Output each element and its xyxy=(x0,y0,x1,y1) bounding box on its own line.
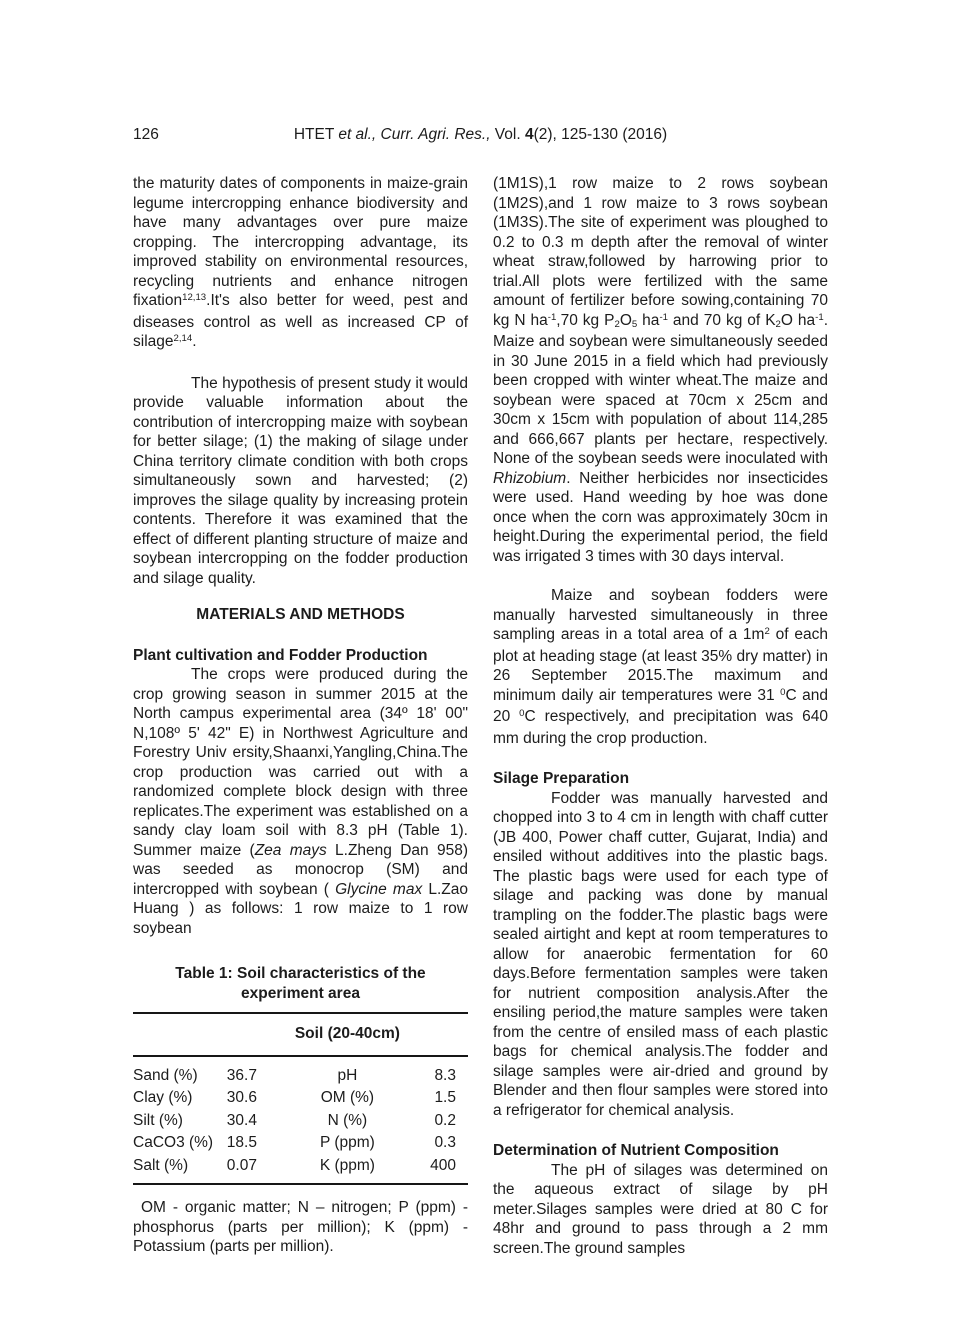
paragraph-silage-preparation: Fodder was manually harvested and chopped into 3 to 4 cm in length with chaff cutter (JB 400, Power chaff cutter, Gujarat, India) and ensiled without additives into the plastic bags. The plastic bags were used for each type of silage and packing was done by manual trampling on the fodder.The plastic bags were sealed airtight and kept at room temperatures to allow for anaerobic fermentation for 60 days.Before fermentation samples were taken for nutrient composition analysis.After the ensiling period,the mature samples were taken from the centre of ensiled mass of each plastic bags for chemical analysis.The fodder and silage samples were air-dried and ground by Blender and then flour samples were stored into a refrigerator for chemical analysis. xyxy=(493,789,828,1119)
table-cell: Clay (%) xyxy=(133,1089,193,1106)
subsection-heading-silage-preparation: Silage Preparation xyxy=(493,770,630,787)
table1-block xyxy=(133,964,468,1257)
table1-header-row xyxy=(133,1013,468,1055)
table1-caption: Table 1: Soil characteristics of the experiment area xyxy=(175,965,426,1002)
table-cell: K (ppm) xyxy=(319,1156,375,1174)
table-cell: 30.6 xyxy=(226,1089,257,1106)
table-cell: 18.5 xyxy=(226,1134,257,1151)
table1 xyxy=(133,1012,468,1185)
section-heading-materials-methods: MATERIALS AND METHODS xyxy=(196,606,405,623)
paragraph-intro-continued: the maturity dates of components in maize-grain legume intercropping enhance biodiversity and have many advantages over pure maize cropping. The intercropping advantage, its improved stability on environmental resources, recycling nutrients and enhance nitrogen fixation$^{12,13}$.It's also better for weed, pest and diseases control as well as increased CP of silage$^{2,14}$. xyxy=(133,175,468,350)
table-row xyxy=(133,1132,468,1155)
subsection-heading-nutrient-composition: Determination of Nutrient Composition xyxy=(493,1142,779,1159)
table-row xyxy=(133,1154,468,1184)
paragraph-harvest: Maize and soybean fodders were manually harvested simultaneously in three sampling areas in a total area of a $1m^2$ of each plot at heading stage (at least 35% dry matter) in 26 September 2015.The maximum and minimum daily air temperatures were 31 $^0$C and 20 $^0$C respectively, and precipitation was 640 mm during the crop production. xyxy=(493,587,828,747)
subsection-heading-plant-cultivation: Plant cultivation and Fodder Production xyxy=(133,646,428,664)
table-cell: 1.5 xyxy=(434,1089,456,1106)
paragraph-nutrient-determination: The pH of silages was determined on the aqueous extract of silage by pH meter.Silages samples were dried at 80 C for 48hr and ground to pass through a 2 mm screen.The ground samples xyxy=(493,1161,828,1257)
table-cell: pH xyxy=(337,1066,358,1084)
table1-footnote: OM - organic matter; N – nitrogen; P (ppm) - phosphorus (parts per million); K (ppm) - Potassium (parts per million). xyxy=(133,1199,468,1255)
table-row xyxy=(133,1056,468,1087)
table-cell: 8.3 xyxy=(434,1066,456,1084)
table-cell: 400 xyxy=(430,1156,456,1174)
table-cell: CaCO3 (%) xyxy=(133,1134,214,1151)
table-cell: 0.3 xyxy=(434,1134,456,1151)
table-row xyxy=(133,1109,468,1132)
table-row xyxy=(133,1087,468,1110)
table-cell: P (ppm) xyxy=(319,1134,375,1151)
content-columns xyxy=(133,174,828,1258)
table-cell: Sand (%) xyxy=(133,1066,198,1084)
table-cell: Silt (%) xyxy=(133,1111,183,1129)
table-cell: Salt (%) xyxy=(133,1156,189,1174)
paragraph-hypothesis: The hypothesis of present study it would provide valuable information about the contribution of intercropping maize with soybean for better silage; (1) the making of silage under China territory climate condition with both crops simultaneously sown and harvested; (2) improves the silage quality by increasing protein contents. Therefore it was examined that the effect of different planting structure of maize and soybean intercropping on the fodder production and silage quality. xyxy=(133,374,468,587)
table-cell: 0.2 xyxy=(434,1111,456,1129)
right-column xyxy=(493,174,828,1258)
page-number: 126 xyxy=(133,126,159,143)
page-header xyxy=(133,126,828,146)
table-cell: OM (%) xyxy=(320,1089,375,1106)
journal-citation: HTET et al., Curr. Agri. Res., Vol. 4(2), 125-130 (2016) xyxy=(293,126,668,143)
left-column xyxy=(133,174,468,1258)
paragraph-plant-cultivation: The crops were produced during the crop growing season in summer 2015 at the North campus experimental area (34º 18' 00" N,108º 5' 42" E) in Northwest Agriculture and Forestry Univ ersity,Shaanxi,Yangling,China.The crop production was carried out with a randomized complete block design with three replicates.The experiment was established on a sandy clay loam soil with 8.3 pH (Table 1). Summer maize (Zea mays L.Zheng Dan 958) was seeded as monocrop (SM) and intercropped with soybean ( Glycine max L.Zao Huang ) as follows: 1 row maize to 1 row soybean xyxy=(133,666,469,937)
table-cell: 36.7 xyxy=(226,1066,257,1084)
table-cell: 30.4 xyxy=(226,1111,257,1129)
table-cell: N (%) xyxy=(327,1111,368,1129)
table-cell: 0.07 xyxy=(226,1156,257,1174)
table1-col-header: Soil (20-40cm) xyxy=(294,1025,400,1042)
paragraph-treatments: (1M1S),1 row maize to 2 rows soybean (1M2S),and 1 row maize to 3 rows soybean (1M3S).The site of experiment was ploughed to 0.2 to 0.3 m depth after the removal of winter wheat straw,followed by harrowing prior to trial.All plots were fertilized with the same amount of fertilizer before sowing,containing 70 kg N $ha^{-1},70$ kg P2O5 $ha^{-1}$ and 70 kg of K2O $ha^{-1}$. Maize and soybean were simultaneously seeded in 30 June 2015 in a field which had previously been cropped with winter wheat.The maize and soybean were spaced at 70cm x 25cm and 30cm x 15cm with population of about 114,285 and 666,667 plants per hectare, respectively. None of the soybean seeds were inoculated with Rhizobium. Neither herbicides nor insecticides were used. Hand weeding by hoe was done once when the corn was approximately 30cm in height.During the experimental period, the field was irrigated 3 times with 30 days interval. xyxy=(493,175,828,565)
table-cell xyxy=(133,1013,227,1055)
